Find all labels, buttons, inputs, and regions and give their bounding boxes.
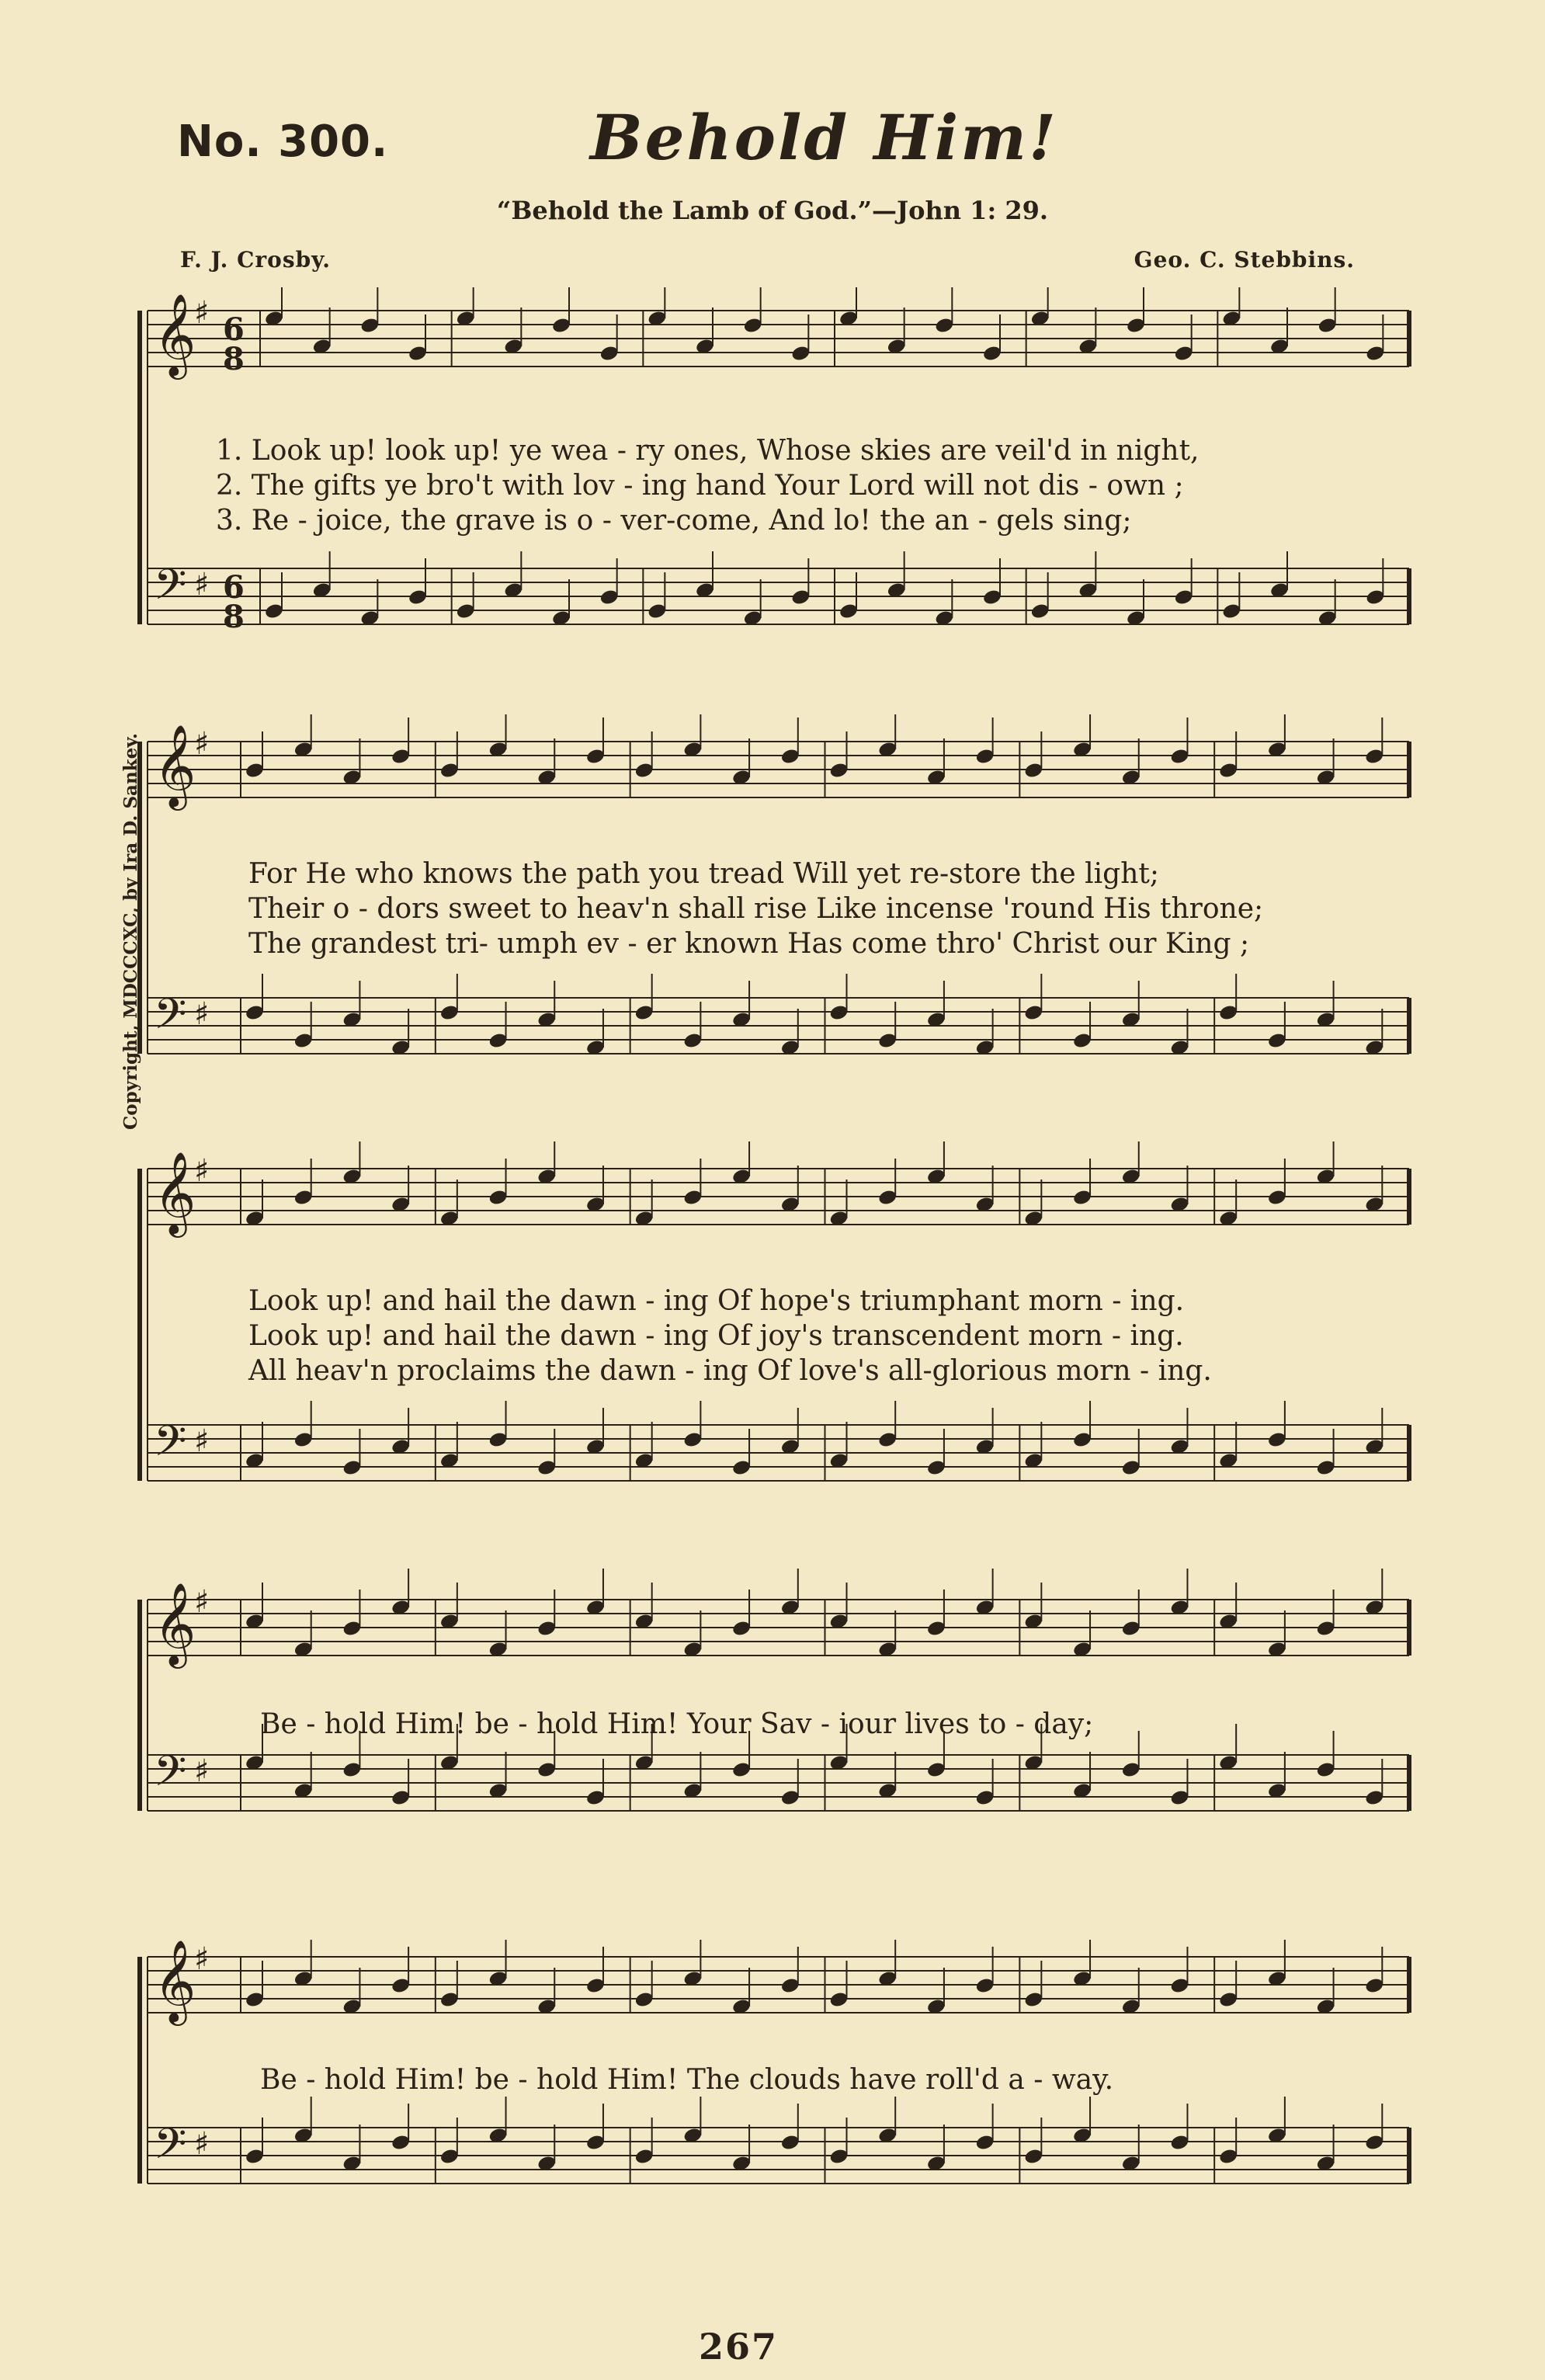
- composer-credit: Geo. C. Stebbins.: [1134, 247, 1355, 273]
- bass-clef-icon: 𝄢: [154, 2119, 187, 2179]
- staff-lines: [148, 311, 1409, 624]
- key-sharp-icon: ♯: [194, 1584, 210, 1620]
- lyric-text: For He who knows the path you tread Will yet re-store the light;: [248, 858, 1159, 890]
- lyric-text: 1. Look up! look up! ye wea - ry ones, Whose skies are veil'd in night,: [216, 435, 1200, 467]
- bass-clef-icon: 𝄢: [154, 1416, 187, 1476]
- lyric-text: Their o - dors sweet to heav'n shall rise Like incense 'round His throne;: [248, 893, 1264, 925]
- staff-lines: [148, 1600, 1409, 1811]
- treble-clef-icon: 𝄞: [154, 1151, 196, 1234]
- key-sharp-icon: ♯: [194, 1153, 210, 1189]
- scripture-reference: “Behold the Lamb of God.”—John 1: 29.: [496, 196, 1049, 225]
- bass-clef-icon: 𝄢: [154, 560, 187, 620]
- lyricist-credit: F. J. Crosby.: [180, 247, 331, 273]
- lyric-text: Look up! and hail the dawn - ing Of hope's triumphant morn - ing.: [248, 1285, 1185, 1317]
- key-sharp-icon: ♯: [194, 1423, 210, 1459]
- key-sharp-icon: ♯: [194, 2126, 210, 2162]
- treble-clef-icon: 𝄞: [154, 724, 196, 807]
- lyric-text: The grandest tri- umph ev - er known Has come thro' Christ our King ;: [248, 928, 1250, 960]
- time-signature-icon: 6 8: [223, 311, 245, 377]
- key-sharp-icon: ♯: [194, 295, 210, 331]
- key-sharp-icon: ♯: [194, 567, 210, 603]
- key-sharp-icon: ♯: [194, 726, 210, 762]
- treble-clef-icon: 𝄞: [154, 1939, 196, 2022]
- page-number: 267: [699, 2326, 779, 2368]
- key-sharp-icon: ♯: [194, 1941, 210, 1977]
- hymn-title: Behold Him!: [590, 101, 1058, 174]
- key-sharp-icon: ♯: [194, 996, 210, 1032]
- lyric-text: Be - hold Him! be - hold Him! Your Sav - iour lives to - day;: [260, 1708, 1094, 1740]
- bass-clef-icon: 𝄢: [154, 1746, 187, 1806]
- key-sharp-icon: ♯: [194, 1753, 210, 1789]
- lyric-text: All heav'n proclaims the dawn - ing Of love's all-glorious morn - ing.: [248, 1355, 1212, 1387]
- treble-clef-icon: 𝄞: [154, 293, 196, 376]
- music-system-5: [0, 1926, 1545, 2267]
- hymn-number: No. 300.: [177, 116, 389, 167]
- lyric-text: Look up! and hail the dawn - ing Of joy's transcendent morn - ing.: [248, 1320, 1184, 1352]
- lyric-text: 2. The gifts ye bro't with lov - ing hand Your Lord will not dis - own ;: [216, 470, 1184, 502]
- bass-clef-icon: 𝄢: [154, 989, 187, 1049]
- copyright-notice: Copyright, MDCCCXC, by Ira D. Sankey.: [120, 733, 141, 1130]
- treble-clef-icon: 𝄞: [154, 1582, 196, 1665]
- lyric-text: 3. Re - joice, the grave is o - ver-come, And lo! the an - gels sing;: [216, 505, 1132, 537]
- time-signature-icon: 6 8: [223, 569, 245, 635]
- lyric-text: Be - hold Him! be - hold Him! The clouds have roll'd a - way.: [260, 2064, 1114, 2096]
